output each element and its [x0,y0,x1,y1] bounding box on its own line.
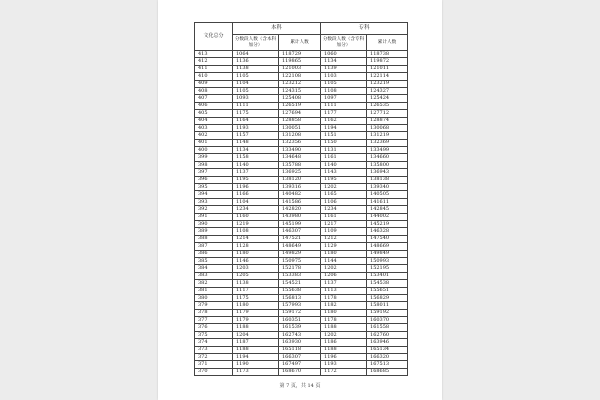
zhuanke-count-cell: 1202 [321,265,367,272]
zhuanke-cumulative-cell: 119872 [367,58,408,65]
zhuanke-cumulative-cell: 154538 [367,280,408,287]
zhuanke-count-cell: 1177 [321,110,367,117]
benke-count-cell: 1111 [233,102,279,109]
benke-count-cell: 1234 [233,206,279,213]
score-cell: 389 [195,228,233,235]
zhuanke-cumulative-cell: 134660 [367,154,408,161]
benke-cumulative-cell: 133490 [279,147,321,154]
benke-count-cell: 1140 [233,161,279,168]
zhuanke-cumulative-cell: 127712 [367,110,408,117]
benke-count-cell: 1180 [233,302,279,309]
zhuanke-count-cell: 1139 [321,65,367,72]
benke-count-cell: 1166 [233,191,279,198]
zhuanke-count-cell: 1151 [321,132,367,139]
score-cell: 376 [195,324,233,331]
score-cell: 385 [195,257,233,264]
zhuanke-cumulative-cell: 122114 [367,73,408,80]
benke-cumulative-cell: 147521 [279,235,321,242]
zhuanke-group-header: 专科 [321,23,408,35]
benke-cumulative-cell: 131208 [279,132,321,139]
score-cell: 395 [195,184,233,191]
benke-count-cell: 1128 [233,243,279,250]
zhuanke-cumulative-cell: 150993 [367,257,408,264]
table-row [195,176,408,183]
score-cell: 398 [195,161,233,168]
zhuanke-cumulative-cell: 153401 [367,272,408,279]
table-row [195,309,408,316]
score-cell: 370 [195,368,233,375]
benke-cumulative-cell: 167497 [279,361,321,368]
table-row [195,302,408,309]
benke-count-cell: 1188 [233,324,279,331]
benke-count-cell: 1190 [233,361,279,368]
zhuanke-count-cell: 1180 [321,250,367,257]
zhuanke-count-cell: 1202 [321,331,367,338]
zhuanke-count-cell: 1109 [321,228,367,235]
benke-cumulative-cell: 128858 [279,117,321,124]
zhuanke-count-cell: 1108 [321,87,367,94]
benke-cumulative-cell: 130051 [279,124,321,131]
benke-count-cell: 1214 [233,235,279,242]
benke-cumulative-cell: 166307 [279,354,321,361]
zhuanke-cumulative-cell: 155651 [367,287,408,294]
benke-count-cell: 1175 [233,294,279,301]
table-row [195,331,408,338]
benke-count-cell: 1193 [233,124,279,131]
benke-group-header: 本科 [233,23,321,35]
page-number-footer: 第 7 页，共 14 页 [279,383,321,389]
benke-count-cell: 1195 [233,176,279,183]
score-cell: 400 [195,147,233,154]
zhuanke-count-cell: 1137 [321,280,367,287]
benke-cumulative-cell: 140482 [279,191,321,198]
benke-count-cell: 1104 [233,198,279,205]
benke-count-cell: 1203 [233,265,279,272]
table-row [195,65,408,72]
benke-cumulative-cell: 157993 [279,302,321,309]
table-row [195,73,408,80]
zhuanke-cumulative-cell: 124327 [367,87,408,94]
benke-cumulative-cell: 154521 [279,280,321,287]
benke-count-cell: 1160 [233,213,279,220]
benke-cumulative-cell: 165118 [279,346,321,353]
score-cell: 377 [195,317,233,324]
zhuanke-count-cell: 1161 [321,213,367,220]
zhuanke-count-header: 分数段人数（含专科加分） [321,35,367,51]
benke-count-cell: 1148 [233,139,279,146]
score-cell: 410 [195,73,233,80]
benke-count-cell: 1205 [233,272,279,279]
table-row [195,87,408,94]
zhuanke-cumulative-cell: 167513 [367,361,408,368]
table-row [195,257,408,264]
benke-count-cell: 1136 [233,58,279,65]
table-row [195,235,408,242]
zhuanke-cumulative-cell: 146328 [367,228,408,235]
table-row [195,272,408,279]
benke-cumulative-cell: 145199 [279,220,321,227]
zhuanke-count-cell: 1134 [321,58,367,65]
zhuanke-count-cell: 1131 [321,147,367,154]
benke-count-cell: 1164 [233,117,279,124]
zhuanke-count-cell: 1144 [321,257,367,264]
zhuanke-count-cell: 1202 [321,184,367,191]
benke-count-cell: 1104 [233,80,279,87]
score-cell: 383 [195,272,233,279]
benke-count-cell: 1105 [233,87,279,94]
table-row [195,250,408,257]
zhuanke-cumulative-cell: 126535 [367,102,408,109]
zhuanke-count-cell: 1178 [321,294,367,301]
table-row [195,213,408,220]
table-row [195,161,408,168]
zhuanke-cumulative-cell: 135800 [367,161,408,168]
benke-cumulative-cell: 149829 [279,250,321,257]
zhuanke-cumulative-cell: 149849 [367,250,408,257]
table-row [195,154,408,161]
table-row [195,51,408,58]
table-row [195,220,408,227]
benke-cumulative-cell: 118729 [279,51,321,58]
score-cell: 402 [195,132,233,139]
benke-cumulative-cell: 148649 [279,243,321,250]
score-cell: 399 [195,154,233,161]
table-row [195,339,408,346]
score-cell: 371 [195,361,233,368]
zhuanke-cumulative-cell: 128874 [367,117,408,124]
benke-cumulative-cell: 142820 [279,206,321,213]
zhuanke-count-cell: 1188 [321,324,367,331]
zhuanke-count-cell: 1188 [321,346,367,353]
table-row [195,58,408,65]
benke-cumulative-cell: 123212 [279,80,321,87]
benke-cumulative-cell: 162743 [279,331,321,338]
score-cell: 378 [195,309,233,316]
zhuanke-count-cell: 1161 [321,154,367,161]
benke-count-cell: 1196 [233,184,279,191]
score-cell: 406 [195,102,233,109]
score-cell: 412 [195,58,233,65]
score-cell: 380 [195,294,233,301]
zhuanke-count-cell: 1212 [321,235,367,242]
benke-cumulative-cell: 155638 [279,287,321,294]
score-cell: 393 [195,198,233,205]
table-row [195,80,408,87]
score-cell: 403 [195,124,233,131]
benke-count-cell: 1175 [233,110,279,117]
table-row [195,368,408,375]
zhuanke-cumulative-cell: 144002 [367,213,408,220]
zhuanke-cumulative-cell: 168685 [367,368,408,375]
benke-cumulative-cell: 134648 [279,154,321,161]
table-row [195,110,408,117]
zhuanke-count-cell: 1165 [321,191,367,198]
benke-count-cell: 1146 [233,257,279,264]
score-cell: 405 [195,110,233,117]
zhuanke-count-cell: 1143 [321,169,367,176]
zhuanke-count-cell: 1193 [321,361,367,368]
table-row [195,95,408,102]
benke-cumulative-cell: 153383 [279,272,321,279]
benke-count-cell: 1117 [233,287,279,294]
zhuanke-cumulative-cell: 152195 [367,265,408,272]
score-rows [195,51,408,376]
table-row [195,346,408,353]
benke-cumulative-cell: 141586 [279,198,321,205]
table-row [195,147,408,154]
zhuanke-cumulative-cell: 166320 [367,354,408,361]
table-row [195,228,408,235]
benke-count-cell: 1064 [233,51,279,58]
benke-count-cell: 1180 [233,250,279,257]
zhuanke-count-cell: 1206 [321,272,367,279]
zhuanke-count-cell: 1172 [321,368,367,375]
benke-cumulative-cell: 121003 [279,65,321,72]
zhuanke-cumulative-cell: 130068 [367,124,408,131]
score-cell: 408 [195,87,233,94]
score-cell: 392 [195,206,233,213]
score-cell: 411 [195,65,233,72]
zhuanke-cumulative-cell: 118738 [367,51,408,58]
benke-count-cell: 1157 [233,132,279,139]
zhuanke-count-cell: 1129 [321,243,367,250]
score-distribution-table [194,22,408,376]
table-row [195,324,408,331]
score-cell: 390 [195,220,233,227]
benke-cumulative-cell: 150975 [279,257,321,264]
benke-count-cell: 1219 [233,220,279,227]
zhuanke-count-cell: 1105 [321,80,367,87]
document-page [158,0,442,400]
benke-cumulative-cell: 152178 [279,265,321,272]
score-cell: 379 [195,302,233,309]
benke-cumulative-cell: 125408 [279,95,321,102]
benke-cumulative-cell: 132356 [279,139,321,146]
benke-cumulative-cell: 163930 [279,339,321,346]
benke-cumulative-cell: 138120 [279,176,321,183]
table-row [195,243,408,250]
score-cell: 404 [195,117,233,124]
benke-cumulative-cell: 136925 [279,169,321,176]
zhuanke-cumulative-cell: 161558 [367,324,408,331]
zhuanke-count-cell: 1178 [321,317,367,324]
benke-cumulative-cell: 156813 [279,294,321,301]
table-row [195,132,408,139]
table-row [195,191,408,198]
benke-cumulative-cell: 139316 [279,184,321,191]
table-row [195,206,408,213]
benke-cumulative-cell: 168670 [279,368,321,375]
zhuanke-count-cell: 1194 [321,124,367,131]
score-cell: 372 [195,354,233,361]
benke-count-header: 分数段人数（含本科加分） [233,35,279,51]
zhuanke-count-cell: 1162 [321,117,367,124]
benke-count-cell: 1137 [233,169,279,176]
score-cell: 397 [195,169,233,176]
zhuanke-cumulative-cell: 138138 [367,176,408,183]
zhuanke-cumulative-cell: 133499 [367,147,408,154]
score-cell: 382 [195,280,233,287]
score-cell: 407 [195,95,233,102]
zhuanke-count-cell: 1195 [321,176,367,183]
benke-count-cell: 1138 [233,65,279,72]
benke-count-cell: 1105 [233,73,279,80]
benke-cumulative-cell: 124315 [279,87,321,94]
benke-cumulative-cell: 135788 [279,161,321,168]
benke-cumulative-cell: 159172 [279,309,321,316]
zhuanke-cumulative-cell: 141611 [367,198,408,205]
zhuanke-count-cell: 1196 [321,354,367,361]
zhuanke-count-cell: 1103 [321,73,367,80]
benke-count-cell: 1187 [233,339,279,346]
zhuanke-cumulative-cell: 160370 [367,317,408,324]
zhuanke-cumulative-cell: 123219 [367,80,408,87]
benke-count-cell: 1173 [233,368,279,375]
zhuanke-cumulative-cell: 142845 [367,206,408,213]
zhuanke-cumulative-cell: 131219 [367,132,408,139]
benke-cumulative-cell: 146307 [279,228,321,235]
zhuanke-cumulative-cell: 145219 [367,220,408,227]
benke-cumulative-cell: 119865 [279,58,321,65]
zhuanke-cumulative-cell: 140505 [367,191,408,198]
benke-cumulative-header: 累计人数 [279,35,321,51]
benke-cumulative-cell: 122108 [279,73,321,80]
table-row [195,294,408,301]
table-row [195,317,408,324]
benke-cumulative-cell: 127694 [279,110,321,117]
zhuanke-cumulative-header: 累计人数 [367,35,408,51]
table-row [195,124,408,131]
score-cell: 391 [195,213,233,220]
benke-count-cell: 1194 [233,354,279,361]
table-row [195,287,408,294]
table-row [195,117,408,124]
zhuanke-count-cell: 1140 [321,161,367,168]
zhuanke-cumulative-cell: 165134 [367,346,408,353]
score-cell: 375 [195,331,233,338]
zhuanke-cumulative-cell: 136943 [367,169,408,176]
zhuanke-count-cell: 1217 [321,220,367,227]
score-cell: 413 [195,51,233,58]
benke-count-cell: 1179 [233,309,279,316]
score-cell: 374 [195,339,233,346]
zhuanke-cumulative-cell: 132369 [367,139,408,146]
benke-count-cell: 1158 [233,154,279,161]
score-cell: 387 [195,243,233,250]
benke-count-cell: 1108 [233,228,279,235]
benke-count-cell: 1188 [233,346,279,353]
benke-count-cell: 1204 [233,331,279,338]
table-row [195,184,408,191]
zhuanke-cumulative-cell: 147540 [367,235,408,242]
score-cell: 409 [195,80,233,87]
zhuanke-cumulative-cell: 162760 [367,331,408,338]
zhuanke-cumulative-cell: 163946 [367,339,408,346]
benke-cumulative-cell: 161539 [279,324,321,331]
zhuanke-count-cell: 1186 [321,339,367,346]
zhuanke-cumulative-cell: 159192 [367,309,408,316]
score-cell: 384 [195,265,233,272]
benke-count-cell: 1134 [233,147,279,154]
table-row [195,198,408,205]
table-row [195,139,408,146]
zhuanke-count-cell: 1234 [321,206,367,213]
score-cell: 394 [195,191,233,198]
table-row [195,354,408,361]
zhuanke-count-cell: 1150 [321,139,367,146]
benke-cumulative-cell: 160351 [279,317,321,324]
score-cell: 373 [195,346,233,353]
zhuanke-count-cell: 1060 [321,51,367,58]
benke-count-cell: 1138 [233,280,279,287]
table-row [195,265,408,272]
zhuanke-count-cell: 1113 [321,287,367,294]
table-row [195,361,408,368]
table-row [195,102,408,109]
zhuanke-cumulative-cell: 156829 [367,294,408,301]
zhuanke-count-cell: 1106 [321,198,367,205]
score-cell: 396 [195,176,233,183]
benke-cumulative-cell: 126519 [279,102,321,109]
table-row [195,169,408,176]
zhuanke-count-cell: 1097 [321,95,367,102]
zhuanke-count-cell: 1180 [321,309,367,316]
zhuanke-cumulative-cell: 158011 [367,302,408,309]
benke-count-cell: 1179 [233,317,279,324]
zhuanke-cumulative-cell: 125424 [367,95,408,102]
zhuanke-cumulative-cell: 148669 [367,243,408,250]
zhuanke-count-cell: 1182 [321,302,367,309]
score-column-header: 文化总分 [195,23,233,51]
benke-count-cell: 1093 [233,95,279,102]
score-cell: 381 [195,287,233,294]
zhuanke-count-cell: 1111 [321,102,367,109]
zhuanke-cumulative-cell: 121011 [367,65,408,72]
benke-cumulative-cell: 143980 [279,213,321,220]
score-cell: 401 [195,139,233,146]
score-cell: 388 [195,235,233,242]
zhuanke-cumulative-cell: 139340 [367,184,408,191]
table-row [195,280,408,287]
score-cell: 386 [195,250,233,257]
